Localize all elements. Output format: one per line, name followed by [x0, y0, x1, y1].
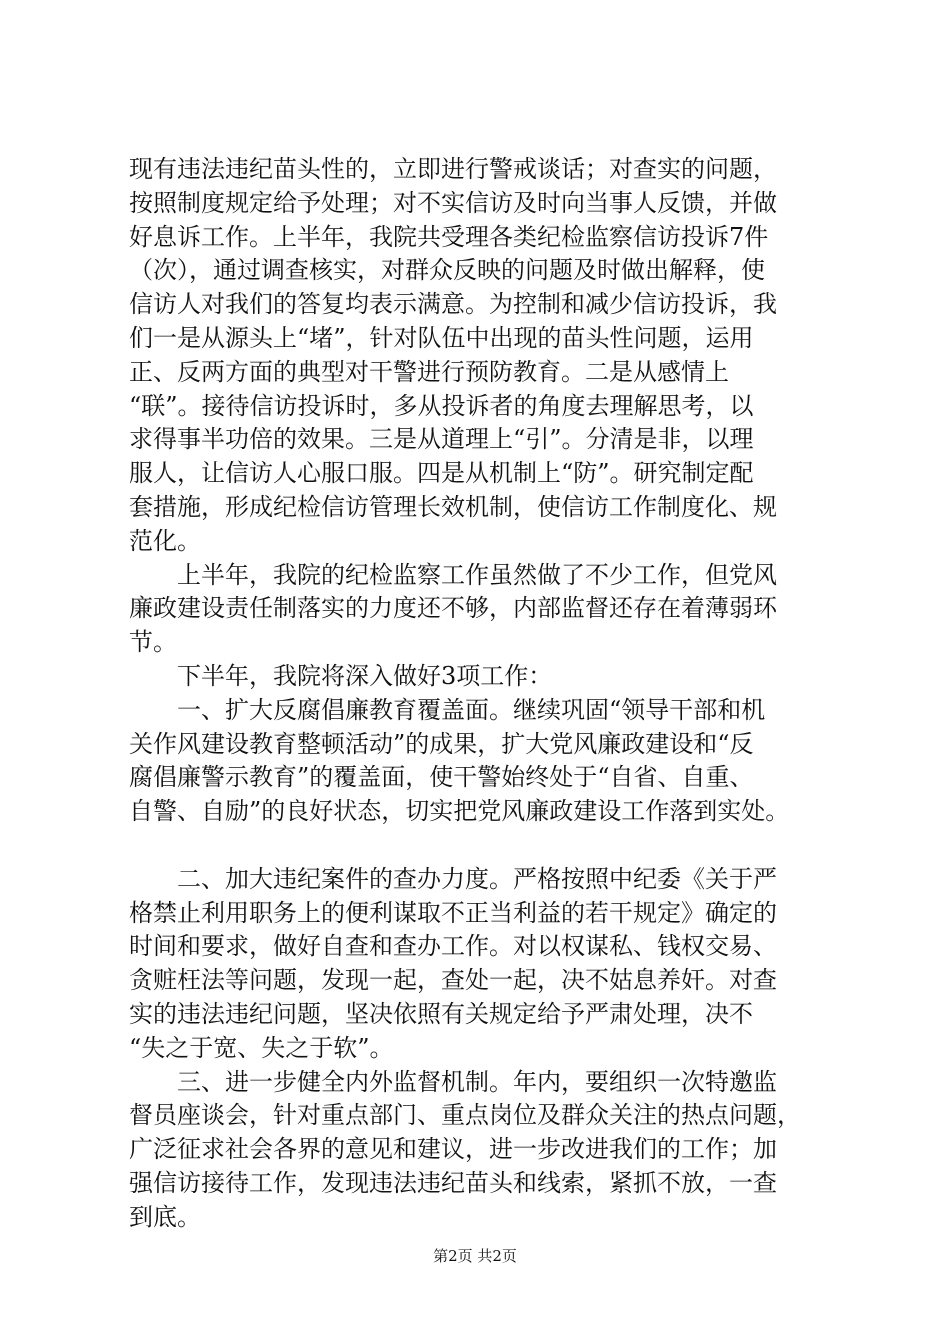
text-line: 套措施，形成纪检信访管理长效机制，使信访工作制度化、规 — [129, 492, 777, 521]
page-number-footer: 第2页 共2页 — [433, 1247, 517, 1265]
text-line: 正、反两方面的典型对干警进行预防教育。二是从感情上 — [129, 357, 729, 386]
text-line: 贪赃枉法等问题，发现一起，查处一起，决不姑息养奸。对查 — [129, 966, 777, 995]
text-line: 廉政建设责任制落实的力度还不够，内部监督还存在着薄弱环 — [129, 594, 777, 623]
text-line: 现有违法违纪苗头性的，立即进行警戒谈话；对查实的问题， — [129, 155, 777, 183]
text-line: 一、扩大反腐倡廉教育覆盖面。继续巩固“领导干部和机 — [129, 695, 766, 724]
text-line: 自警、自励”的良好状态，切实把党风廉政建设工作落到实处。 — [129, 797, 790, 826]
text-line: 格禁止利用职务上的便利谋取不正当利益的若干规定》确定的 — [129, 898, 777, 927]
text-line: 服人，让信访人心服口服。四是从机制上“防”。研究制定配 — [129, 459, 754, 488]
text-line: 节。 — [129, 628, 177, 657]
text-line: （次），通过调查核实，对群众反映的问题及时做出解释，使 — [129, 256, 765, 285]
document-body — [129, 153, 841, 1235]
text-line: 二、加大违纪案件的查办力度。严格按照中纪委《关于严 — [129, 864, 777, 893]
text-line: “联”。接待信访投诉时，多从投诉者的角度去理解思考，以 — [129, 391, 754, 420]
text-line: 们一是从源头上“堵”，针对队伍中出现的苗头性问题，运用 — [129, 323, 754, 352]
text-line: 求得事半功倍的效果。三是从道理上“引”。分清是非，以理 — [129, 425, 754, 454]
text-line: 下半年，我院将深入做好3项工作： — [129, 661, 553, 690]
text-line: 关作风建设教育整顿活动”的成果，扩大党风廉政建设和“反 — [129, 729, 754, 758]
text-line: 时间和要求，做好自查和查办工作。对以权谋私、钱权交易、 — [129, 932, 777, 961]
text-line: 上半年，我院的纪检监察工作虽然做了不少工作，但党风 — [129, 560, 777, 589]
text-line: 信访人对我们的答复均表示满意。为控制和减少信访投诉，我 — [129, 290, 777, 319]
text-line: 到底。 — [129, 1202, 201, 1231]
text-line: 实的违法违纪问题，坚决依照有关规定给予严肃处理，决不 — [129, 999, 753, 1028]
text-line: “失之于宽、失之于软”。 — [129, 1033, 394, 1062]
text-line: 好息诉工作。上半年，我院共受理各类纪检监察信访投诉7件 — [129, 222, 769, 251]
text-line: 强信访接待工作，发现违法违纪苗头和线索，紧抓不放，一查 — [129, 1168, 777, 1197]
blank-line — [129, 829, 841, 863]
text-line: 三、进一步健全内外监督机制。年内，要组织一次特邀监 — [129, 1067, 777, 1096]
text-line: 按照制度规定给予处理；对不实信访及时向当事人反馈，并做 — [129, 188, 777, 217]
text-line: 范化。 — [129, 526, 201, 555]
text-line: 督员座谈会，针对重点部门、重点岗位及群众关注的热点问题， — [129, 1101, 801, 1130]
text-line: 腐倡廉警示教育”的覆盖面，使干警始终处于“自省、自重、 — [129, 763, 754, 792]
text-line: 广泛征求社会各界的意见和建议，进一步改进我们的工作；加 — [129, 1135, 777, 1164]
